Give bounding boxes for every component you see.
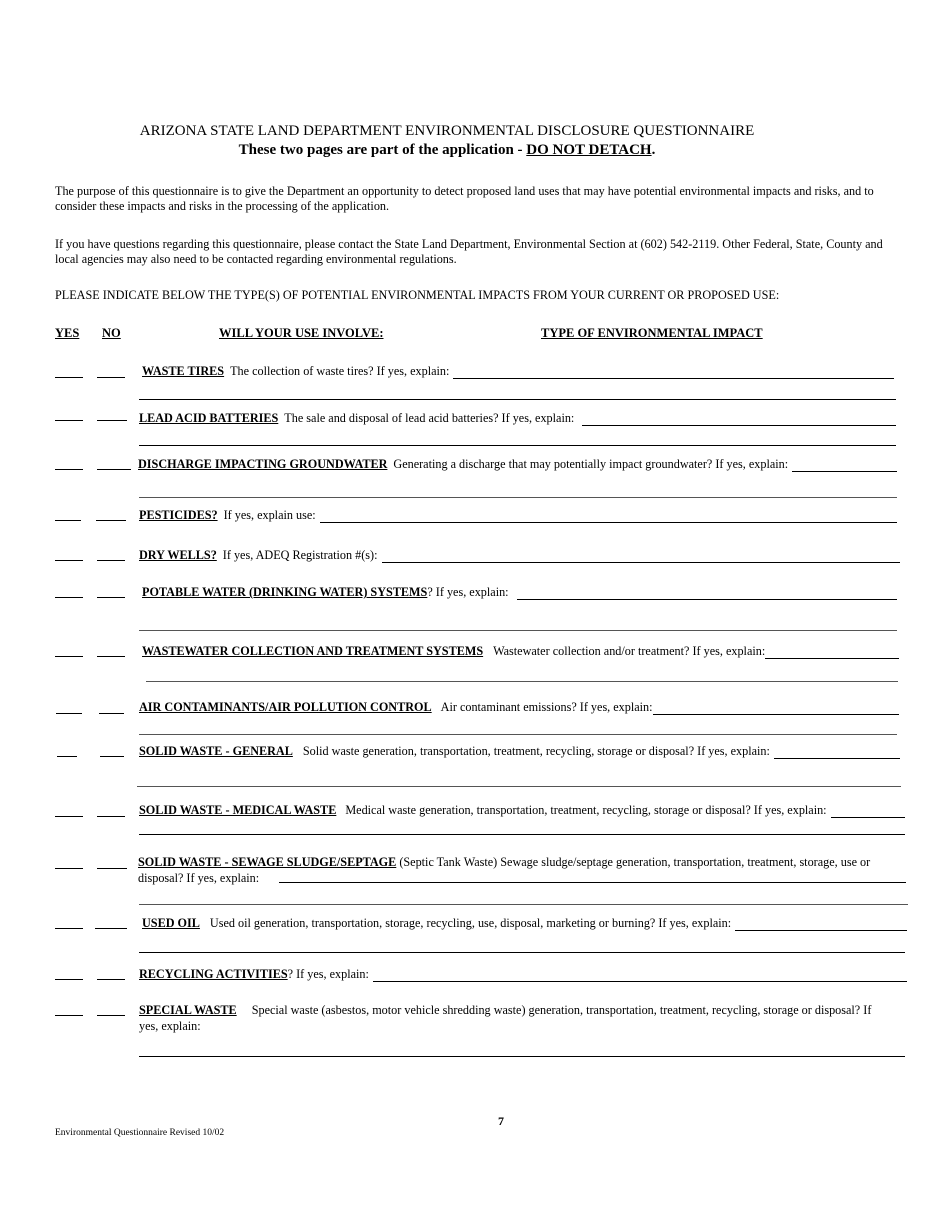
question-title: SOLID WASTE - GENERAL <box>139 744 293 758</box>
yes-blank-air-contaminants[interactable] <box>56 713 82 714</box>
revision-note: Environmental Questionnaire Revised 10/02 <box>55 1128 225 1138</box>
no-blank-solid-waste-general[interactable] <box>100 756 124 757</box>
question-title: DRY WELLS? <box>139 548 217 562</box>
contact-paragraph: If you have questions regarding this questionnaire, please contact the State Land Department, Environmental Section at (602) 542-2119. Other Federal, State, County and local agencies may also need to be contacted regarding environmental regulations. <box>55 237 883 266</box>
explain-field-air-contaminants[interactable] <box>653 702 899 715</box>
no-blank-lead-acid-batteries[interactable] <box>97 420 127 421</box>
explain-line-waste-tires[interactable] <box>139 399 896 400</box>
explain-line-medical-waste[interactable] <box>139 834 905 835</box>
question-title: RECYCLING ACTIVITIES <box>139 967 288 981</box>
yes-blank-groundwater[interactable] <box>55 469 83 470</box>
explain-line-air-contaminants[interactable] <box>139 734 897 735</box>
explain-line-special-waste[interactable] <box>139 1056 905 1057</box>
question-special-waste <box>139 1002 880 1034</box>
no-blank-groundwater[interactable] <box>97 469 131 470</box>
explain-field-wastewater[interactable] <box>765 646 899 659</box>
explain-field-sewage-sludge[interactable] <box>279 882 906 883</box>
yes-blank-pesticides[interactable] <box>55 520 81 521</box>
question-medical-waste <box>139 802 905 818</box>
question-text: Solid waste generation, transportation, treatment, recycling, storage or disposal? If yes, explain: <box>302 744 770 758</box>
no-blank-special-waste[interactable] <box>97 1015 125 1016</box>
explain-field-solid-waste-general[interactable] <box>774 746 900 759</box>
explain-line-lead-acid-batteries[interactable] <box>139 445 896 446</box>
question-text: If yes, explain use: <box>223 508 316 522</box>
explain-line-sewage-sludge[interactable] <box>139 904 908 905</box>
question-title: PESTICIDES? <box>139 508 218 522</box>
question-solid-waste-general <box>139 743 900 759</box>
yes-column-header: YES <box>55 326 80 340</box>
question-text: Generating a discharge that may potentially impact groundwater? If yes, explain: <box>393 457 789 471</box>
question-text: If yes, ADEQ Registration #(s): <box>222 548 378 562</box>
question-text: Special waste (asbestos, motor vehicle shredding waste) generation, transportation, treatment, recycling, storage or disposal? If yes, explain: <box>139 1003 872 1033</box>
yes-blank-solid-waste-general[interactable] <box>57 756 77 757</box>
no-blank-recycling[interactable] <box>97 979 125 980</box>
involve-column-header: WILL YOUR USE INVOLVE: <box>219 326 384 340</box>
form-title: ARIZONA STATE LAND DEPARTMENT ENVIRONMENTAL DISCLOSURE QUESTIONNAIRE <box>139 123 755 139</box>
no-blank-pesticides[interactable] <box>96 520 126 521</box>
question-title: LEAD ACID BATTERIES <box>139 411 279 425</box>
explain-field-waste-tires[interactable] <box>453 366 894 379</box>
question-text: The collection of waste tires? If yes, explain: <box>230 364 450 378</box>
subtitle-emphasis: DO NOT DETACH <box>526 142 652 158</box>
question-text: The sale and disposal of lead acid batteries? If yes, explain: <box>284 411 575 425</box>
question-groundwater <box>138 456 897 472</box>
explain-field-recycling[interactable] <box>373 969 907 982</box>
question-recycling <box>139 966 907 982</box>
question-text: Air contaminant emissions? If yes, explain: <box>440 700 653 714</box>
question-title: DISCHARGE IMPACTING GROUNDWATER <box>138 457 388 471</box>
explain-field-pesticides[interactable] <box>320 510 897 523</box>
explain-line-solid-waste-general[interactable] <box>137 786 901 787</box>
question-pesticides <box>139 507 897 523</box>
question-text: Used oil generation, transportation, storage, recycling, use, disposal, marketing or burning? If yes, explain: <box>209 916 732 930</box>
subtitle-prefix: These two pages are part of the application - <box>238 142 527 158</box>
question-text: (Septic Tank Waste) Sewage sludge/septage generation, transportation, treatment, storage, use or disposal? If yes, explain: <box>138 855 871 885</box>
yes-blank-potable-water[interactable] <box>55 597 83 598</box>
question-title: SOLID WASTE - MEDICAL WASTE <box>139 803 337 817</box>
no-blank-wastewater[interactable] <box>97 656 125 657</box>
explain-field-lead-acid-batteries[interactable] <box>582 413 896 426</box>
question-air-contaminants <box>139 699 899 715</box>
no-column-header: NO <box>102 326 121 340</box>
question-lead-acid-batteries <box>139 410 896 426</box>
question-text: ? If yes, explain: <box>427 585 509 599</box>
explain-line-wastewater[interactable] <box>146 681 898 682</box>
yes-blank-special-waste[interactable] <box>55 1015 83 1016</box>
explain-line-potable-water[interactable] <box>139 630 897 631</box>
explain-field-potable-water[interactable] <box>517 587 897 600</box>
no-blank-waste-tires[interactable] <box>97 377 125 378</box>
question-dry-wells <box>139 547 900 563</box>
explain-line-groundwater[interactable] <box>139 497 897 498</box>
question-title: POTABLE WATER (DRINKING WATER) SYSTEMS <box>142 585 428 599</box>
question-title: SPECIAL WASTE <box>139 1003 237 1017</box>
yes-blank-waste-tires[interactable] <box>55 377 83 378</box>
explain-field-medical-waste[interactable] <box>831 805 905 818</box>
question-waste-tires <box>142 363 894 379</box>
explain-line-used-oil[interactable] <box>139 952 905 953</box>
yes-blank-dry-wells[interactable] <box>55 560 83 561</box>
question-potable-water <box>142 584 897 600</box>
question-title: AIR CONTAMINANTS/AIR POLLUTION CONTROL <box>139 700 432 714</box>
instruction-text: PLEASE INDICATE BELOW THE TYPE(S) OF POTENTIAL ENVIRONMENTAL IMPACTS FROM YOUR CURRENT OR PROPOSED USE: <box>55 288 780 302</box>
yes-blank-wastewater[interactable] <box>55 656 83 657</box>
no-blank-sewage-sludge[interactable] <box>97 868 127 869</box>
yes-blank-sewage-sludge[interactable] <box>55 868 83 869</box>
question-used-oil <box>142 915 907 931</box>
explain-field-dry-wells[interactable] <box>382 550 901 563</box>
no-blank-medical-waste[interactable] <box>97 816 125 817</box>
page-number: 7 <box>498 1114 504 1128</box>
impact-column-header: TYPE OF ENVIRONMENTAL IMPACT <box>541 326 763 340</box>
form-subtitle <box>0 142 894 159</box>
question-text: Wastewater collection and/or treatment? If yes, explain: <box>493 644 766 658</box>
yes-blank-lead-acid-batteries[interactable] <box>55 420 83 421</box>
question-title: WASTEWATER COLLECTION AND TREATMENT SYSTEMS <box>142 644 484 658</box>
question-title: USED OIL <box>142 916 200 930</box>
no-blank-dry-wells[interactable] <box>97 560 125 561</box>
question-text: Medical waste generation, transportation, treatment, recycling, storage or disposal? If yes, explain: <box>345 803 827 817</box>
yes-blank-recycling[interactable] <box>55 979 83 980</box>
no-blank-used-oil[interactable] <box>95 928 127 929</box>
question-title: WASTE TIRES <box>142 364 225 378</box>
question-title: SOLID WASTE - SEWAGE SLUDGE/SEPTAGE <box>138 855 397 869</box>
yes-blank-medical-waste[interactable] <box>55 816 83 817</box>
explain-field-used-oil[interactable] <box>735 918 907 931</box>
purpose-paragraph: The purpose of this questionnaire is to give the Department an opportunity to detect proposed land uses that may have potential environmental impacts and risks, and to consider these impacts and risks in the processing of the application. <box>55 184 874 213</box>
no-blank-air-contaminants[interactable] <box>99 713 124 714</box>
question-wastewater <box>142 643 899 659</box>
explain-field-groundwater[interactable] <box>792 459 897 472</box>
no-blank-potable-water[interactable] <box>97 597 125 598</box>
question-text: ? If yes, explain: <box>287 967 369 981</box>
yes-blank-used-oil[interactable] <box>55 928 83 929</box>
subtitle-suffix: . <box>651 142 656 158</box>
